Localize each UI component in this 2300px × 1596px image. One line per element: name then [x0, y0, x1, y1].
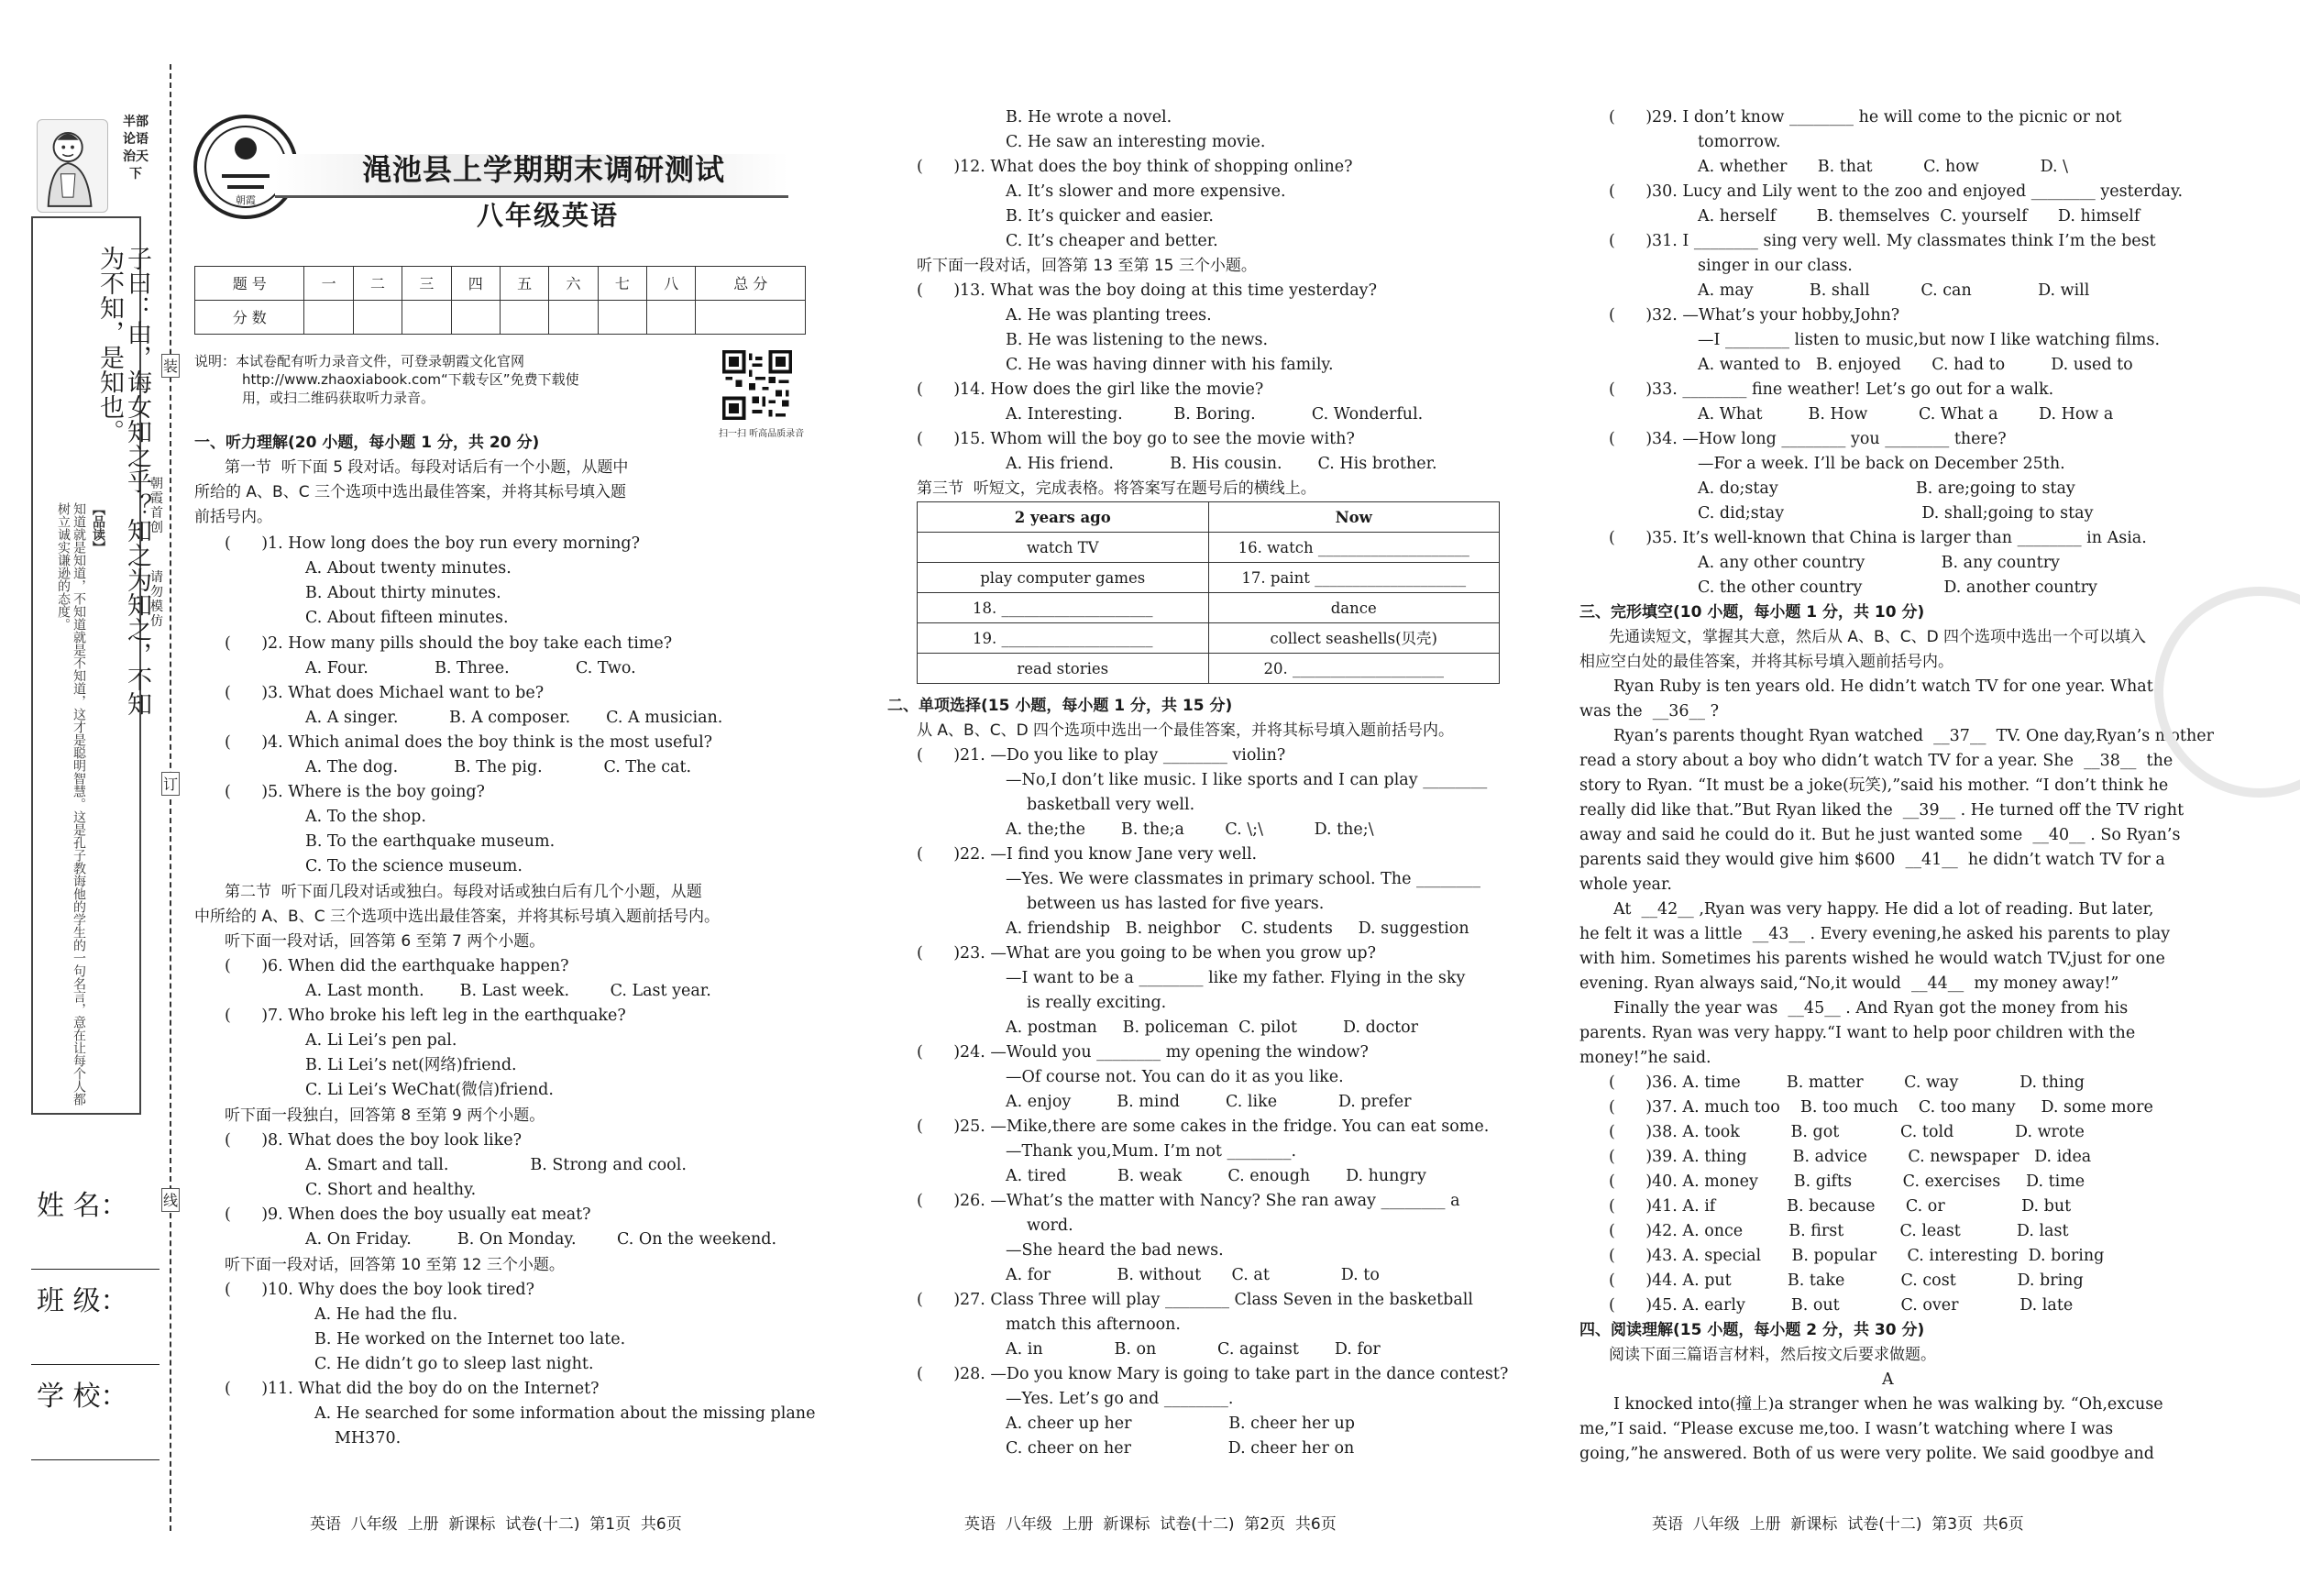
text-line: A. do;stay B. are;going to stay: [1698, 479, 2075, 498]
score-entry[interactable]: [353, 301, 402, 335]
text-line: ( )3. What does Michael want to be?: [225, 684, 545, 702]
score-cell: 七: [598, 267, 646, 301]
score-entry[interactable]: [598, 301, 646, 335]
text-line: away and said he could do it. But he just wanted some __40__ . So Ryan’s: [1579, 826, 2181, 844]
text-line: 所给的 A、B、C 三个选项中选出最佳答案，并将其标号填入题: [194, 483, 626, 501]
text-line: tomorrow.: [1698, 133, 1781, 151]
text-line: 第一节 听下面 5 段对话。每段对话后有一个小题，从题中: [225, 458, 629, 477]
note-line: http://www.zhaoxiabook.com“下载专区”免费下载使: [242, 371, 579, 388]
text-line: A. He searched for some information about the missing plane: [314, 1404, 816, 1423]
cut-char-1: 装: [161, 354, 180, 378]
score-entry[interactable]: [500, 301, 548, 335]
text-line: me,”I said. “Please excuse me,too. I wasn’t watching where I was: [1579, 1420, 2114, 1438]
text-line: 先通读短文，掌握其大意，然后从 A、B、C、D 四个选项中选出一个可以填入: [1609, 628, 2147, 646]
text-line: ( )1. How long does the boy run every morning?: [225, 534, 640, 553]
score-cell: 总 分: [696, 267, 806, 301]
text-line: A. Smart and tall. B. Strong and cool.: [305, 1156, 687, 1174]
table-head-cell: Now: [1208, 502, 1500, 533]
text-line: —I want to be a ________ like my father. Flying in the sky: [1006, 969, 1466, 987]
text-line: A. A singer. B. A composer. C. A musician.: [305, 709, 723, 727]
vertical-note-1: 朝霞首创: [150, 477, 163, 535]
text-line: ( )29. I don’t know ________ he will come to the picnic or not: [1609, 108, 2122, 127]
note-line: 用，或扫二维码获取听力录音。: [242, 390, 435, 406]
text-line: ( )31. I ________ sing very well. My classmates think I’m the best: [1609, 232, 2156, 250]
text-line: ( )28. —Do you know Mary is going to take part in the dance contest?: [917, 1365, 1509, 1383]
score-row-label: 分 数: [195, 301, 304, 335]
text-line: whole year.: [1579, 875, 1672, 894]
text-line: ( )26. —What’s the matter with Nancy? She ran away ________ a: [917, 1192, 1460, 1210]
text-line: singer in our class.: [1698, 257, 1853, 275]
page-1-footer: 英语 八年级 上册 新课标 试卷(十二) 第1页 共6页: [310, 1515, 682, 1534]
section-heading: 二、单项选择(15 小题，每小题 1 分，共 15 分): [887, 697, 1233, 715]
text-line: ( )15. Whom will the boy go to see the movie with?: [917, 430, 1355, 448]
text-line: 听下面一段对话，回答第 13 至第 15 三个小题。: [917, 257, 1257, 275]
text-line: At __42__ ,Ryan was very happy. He did a lot of reading. But later,: [1613, 900, 2154, 919]
score-entry[interactable]: [304, 301, 353, 335]
text-line: A. Interesting. B. Boring. C. Wonderful.: [1006, 405, 1424, 424]
text-line: 第三节 听短文，完成表格。将答案写在题号后的横线上。: [917, 479, 1316, 498]
text-line: A. The dog. B. The pig. C. The cat.: [305, 758, 692, 776]
text-line: ( )21. —Do you like to play ________ violin?: [917, 746, 1286, 765]
text-line: C. He didn’t go to sleep last night.: [314, 1355, 594, 1373]
text-line: A. On Friday. B. On Monday. C. On the weekend.: [305, 1230, 777, 1249]
table-cell[interactable]: 17. paint ____________________: [1208, 563, 1500, 593]
text-line: ( )42. A. once B. first C. least D. last: [1609, 1222, 2069, 1240]
section-heading: 三、完形填空(10 小题，每小题 1 分，共 10 分): [1579, 603, 1925, 622]
text-line: story to Ryan. “It must be a joke(玩笑),”said his mother. “I don’t think he: [1579, 776, 2169, 795]
binding-cut-line: [170, 64, 171, 1531]
text-line: —I ________ listen to music,but now I like watching films.: [1698, 331, 2161, 349]
text-line: 听下面一段对话，回答第 6 至第 7 两个小题。: [225, 932, 545, 951]
text-line: ( )30. Lucy and Lily went to the zoo and enjoyed ________ yesterday.: [1609, 182, 2184, 201]
text-line: 听下面一段独白，回答第 8 至第 9 两个小题。: [225, 1106, 545, 1125]
class-line[interactable]: [31, 1364, 160, 1365]
school-label: 学 校：: [37, 1381, 128, 1413]
text-line: 听下面一段对话，回答第 10 至第 12 三个小题。: [225, 1256, 565, 1274]
text-line: A: [1882, 1370, 1894, 1389]
text-line: C. It’s cheaper and better.: [1006, 232, 1218, 250]
score-table-row: [195, 301, 806, 335]
score-entry[interactable]: [402, 301, 451, 335]
text-line: —Of course not. You can do it as you like.: [1006, 1068, 1344, 1086]
text-line: C. He saw an interesting movie.: [1006, 133, 1266, 151]
confucius-portrait: [37, 119, 108, 213]
table-row: [918, 533, 1500, 563]
section-heading: 一、听力理解(20 小题，每小题 1 分，共 20 分): [194, 434, 540, 452]
text-line: Ryan Ruby is ten years old. He didn’t watch TV for one year. What: [1613, 677, 2153, 696]
text-line: match this afternoon.: [1006, 1315, 1181, 1334]
text-line: ( )5. Where is the boy going?: [225, 783, 485, 801]
table-cell[interactable]: 19. ____________________: [918, 623, 1209, 654]
text-line: ( )38. A. took B. got C. told D. wrote: [1609, 1123, 2085, 1141]
name-label: 姓 名：: [37, 1190, 128, 1222]
text-line: ( )12. What does the boy think of shopping online?: [917, 158, 1353, 176]
score-cell: 五: [500, 267, 548, 301]
watermark-stamp: [2154, 587, 2300, 798]
note-line: 说明：本试卷配有听力录音文件，可登录朝霞文化官网: [194, 353, 525, 369]
text-line: ( )23. —What are you going to be when you grow up?: [917, 944, 1377, 963]
text-line: ( )40. A. money B. gifts C. exercises D. time: [1609, 1172, 2085, 1191]
name-line[interactable]: [31, 1269, 160, 1270]
class-label: 班 级：: [37, 1285, 128, 1317]
text-line: A. He had the flu.: [314, 1305, 458, 1324]
text-line: money!”he said.: [1579, 1049, 1711, 1067]
text-line: ( )36. A. time B. matter C. way D. thing: [1609, 1073, 2085, 1092]
text-line: A. Li Lei’s pen pal.: [305, 1031, 457, 1050]
text-line: C. To the science museum.: [305, 857, 523, 875]
score-cell: 一: [304, 267, 353, 301]
text-line: A. Four. B. Three. C. Two.: [305, 659, 636, 677]
table-cell: play computer games: [918, 563, 1209, 593]
text-line: A. enjoy B. mind C. like D. prefer: [1006, 1093, 1412, 1111]
text-line: A. whether B. that C. how D. \: [1698, 158, 2069, 176]
text-line: A. the;the B. the;a C. \;\ D. the;\: [1006, 820, 1374, 839]
text-line: ( )7. Who broke his left leg in the earthquake?: [225, 1007, 626, 1025]
listening-table: [917, 501, 1500, 684]
text-line: ( )14. How does the girl like the movie?: [917, 380, 1264, 399]
instructions-note: [194, 352, 708, 407]
text-line: A. wanted to B. enjoyed C. had to D. used to: [1698, 356, 2133, 374]
text-line: evening. Ryan always said,“No,it would __44__ my money away!”: [1579, 974, 2119, 993]
text-line: read a story about a boy who didn’t watch TV for a year. She __38__ the: [1579, 752, 2173, 770]
text-line: A. About twenty minutes.: [305, 559, 512, 578]
text-line: A. postman B. policeman C. pilot D. doctor: [1006, 1018, 1419, 1037]
svg-text:朝霞: 朝霞: [236, 194, 256, 206]
text-line: A. friendship B. neighbor C. students D. suggestion: [1006, 919, 1469, 938]
score-cell: 四: [451, 267, 500, 301]
text-line: A. in B. on C. against D. for: [1006, 1340, 1381, 1359]
text-line: word.: [1027, 1216, 1073, 1235]
exam-subtitle: 八年级英语: [477, 200, 620, 231]
table-cell: watch TV: [918, 533, 1209, 563]
table-cell[interactable]: 16. watch ____________________: [1208, 533, 1500, 563]
text-line: A. may B. shall C. can D. will: [1698, 281, 2090, 300]
text-line: ( )43. A. special B. popular C. interesting D. boring: [1609, 1247, 2105, 1265]
text-line: ( )4. Which animal does the boy think is the most useful?: [225, 733, 713, 752]
table-row: [918, 563, 1500, 593]
text-line: C. About fifteen minutes.: [305, 609, 509, 627]
text-line: basketball very well.: [1027, 796, 1195, 814]
text-line: he felt it was a little __43__ . Every evening,he asked his parents to play: [1579, 925, 2171, 943]
text-line: A. any other country B. any country: [1698, 554, 2060, 572]
text-line: 前括号内。: [194, 508, 272, 526]
score-cell: 六: [549, 267, 598, 301]
text-line: Finally the year was __45__ . And Ryan got the money from his: [1613, 999, 2129, 1018]
text-line: A. He was planting trees.: [1006, 306, 1212, 325]
text-line: ( )33. ________ fine weather! Let’s go out for a walk.: [1609, 380, 2054, 399]
text-line: B. He wrote a novel.: [1006, 108, 1172, 127]
text-line: A. tired B. weak C. enough D. hungry: [1006, 1167, 1426, 1185]
table-cell: read stories: [918, 654, 1209, 684]
vertical-note-2: 请勿模仿: [150, 570, 163, 629]
text-line: ( )6. When did the earthquake happen?: [225, 957, 569, 975]
qr-code[interactable]: [722, 350, 792, 420]
text-line: ( )22. —I find you know Jane very well.: [917, 845, 1258, 864]
text-line: A. for B. without C. at D. to: [1006, 1266, 1380, 1284]
text-line: ( )2. How many pills should the boy take each time?: [225, 634, 673, 653]
table-cell: dance: [1208, 593, 1500, 623]
text-line: ( )35. It’s well-known that China is larger than ________ in Asia.: [1609, 529, 2147, 547]
text-line: —Yes. We were classmates in primary school. The ________: [1006, 870, 1480, 888]
text-line: A. cheer up her B. cheer her up: [1006, 1414, 1355, 1433]
text-line: B. Li Lei’s net(网络)friend.: [305, 1056, 517, 1074]
text-line: MH370.: [335, 1429, 402, 1447]
score-table-head: [195, 267, 806, 301]
text-line: parents. Ryan was very happy.“I want to help poor children with the: [1579, 1024, 2136, 1042]
text-line: B. To the earthquake museum.: [305, 832, 556, 851]
text-line: C. Li Lei’s WeChat(微信)friend.: [305, 1081, 554, 1099]
page-3-footer: 英语 八年级 上册 新课标 试卷(十二) 第3页 共6页: [1652, 1515, 2024, 1534]
text-line: ( )41. A. if B. because C. or D. but: [1609, 1197, 2072, 1216]
text-line: ( )9. When does the boy usually eat meat?: [225, 1205, 591, 1224]
score-cell: 二: [353, 267, 402, 301]
text-line: with him. Sometimes his parents wished he would watch TV,just for one: [1579, 950, 2165, 968]
text-line: ( )24. —Would you ________ my opening the window?: [917, 1043, 1369, 1062]
text-line: parents said they would give him $600 __41__ he didn’t watch TV for a: [1579, 851, 2165, 869]
text-line: really did like that.”But Ryan liked the __39__ . He turned off the TV right: [1579, 801, 2184, 820]
score-cell: 题 号: [195, 267, 304, 301]
text-line: B. It’s quicker and easier.: [1006, 207, 1214, 226]
text-line: Ryan’s parents thought Ryan watched __37__ TV. One day,Ryan’s mother: [1613, 727, 2214, 745]
table-cell[interactable]: 20. ____________________: [1208, 654, 1500, 684]
text-line: C. He was having dinner with his family.: [1006, 356, 1334, 374]
text-line: ( )8. What does the boy look like?: [225, 1131, 522, 1150]
text-line: ( )39. A. thing B. advice C. newspaper D. idea: [1609, 1148, 2092, 1166]
text-line: ( )13. What was the boy doing at this time yesterday?: [917, 281, 1377, 300]
text-line: C. did;stay D. shall;going to stay: [1698, 504, 2094, 523]
table-cell: collect seashells(贝壳): [1208, 623, 1500, 654]
score-entry[interactable]: [549, 301, 598, 335]
side-header-tag: 半部论语治天下: [123, 115, 149, 182]
cut-char-3: 线: [161, 1188, 180, 1212]
text-line: 阅读下面三篇语言材料，然后按文后要求做题。: [1609, 1346, 1936, 1364]
text-line: C. cheer on her D. cheer her on: [1006, 1439, 1355, 1458]
text-line: —No,I don’t like music. I like sports and I can play ________: [1006, 771, 1488, 789]
text-line: ( )32. —What’s your hobby,John?: [1609, 306, 1900, 325]
text-line: is really exciting.: [1027, 994, 1167, 1012]
text-line: ( )45. A. early B. out C. over D. late: [1609, 1296, 2074, 1315]
text-line: going,”he answered. Both of us were very polite. We said goodbye and: [1579, 1445, 2155, 1463]
text-line: A. Last month. B. Last week. C. Last year.: [305, 982, 711, 1000]
text-line: I knocked into(撞上)a stranger when he was walking by. “Oh,excuse: [1613, 1395, 2163, 1414]
text-line: ( )11. What did the boy do on the Internet?: [225, 1380, 600, 1398]
text-line: A. What B. How C. What a D. How a: [1698, 405, 2114, 424]
table-row: [918, 623, 1500, 654]
text-line: 中所给的 A、B、C 三个选项中选出最佳答案，并将其标号填入题前括号内。: [194, 908, 720, 926]
exam-title: 渑池县上学期期末调研测试: [362, 152, 726, 187]
quote-read-text: 知道就是知道，不知道就是不知道，这才是聪明智慧。这是孔子教诲他的学生的一句名言，意在让每个人都树立诚实谦逊的态度。: [56, 502, 86, 1106]
text-line: C. the other country D. another country: [1698, 578, 2097, 597]
text-line: B. He worked on the Internet too late.: [314, 1330, 626, 1348]
text-line: A. It’s slower and more expensive.: [1006, 182, 1286, 201]
score-table: [194, 266, 806, 335]
qr-caption: 扫一扫 听高品质录音: [719, 429, 805, 439]
score-entry[interactable]: [696, 301, 806, 335]
text-line: ( )10. Why does the boy look tired?: [225, 1281, 534, 1299]
score-entry[interactable]: [647, 301, 696, 335]
text-line: 第二节 听下面几段对话或独白。每段对话或独白后有几个小题，从题: [225, 883, 702, 901]
text-line: ( )27. Class Three will play ________ Class Seven in the basketball: [917, 1291, 1473, 1309]
text-line: A. herself B. themselves C. yourself D. himself: [1698, 207, 2140, 226]
text-line: C. Short and healthy.: [305, 1181, 477, 1199]
text-line: was the __36__ ?: [1579, 702, 1719, 721]
quote-read-label: 【品读】: [91, 502, 105, 554]
text-line: 从 A、B、C、D 四个选项中选出一个最佳答案，并将其标号填入题前括号内。: [917, 721, 1455, 740]
text-line: ( )44. A. put B. take C. cost D. bring: [1609, 1271, 2084, 1290]
quote-text: 子曰：由，诲女知之乎？知之为知之，不知为不知，是知也。: [95, 246, 151, 716]
text-line: —For a week. I’ll be back on December 25th.: [1698, 455, 2065, 473]
text-line: ( )25. —Mike,there are some cakes in the fridge. You can eat some.: [917, 1117, 1490, 1136]
text-line: —Yes. Let’s go and ________.: [1006, 1390, 1234, 1408]
school-line[interactable]: [31, 1459, 160, 1460]
text-line: B. He was listening to the news.: [1006, 331, 1269, 349]
section-heading: 四、阅读理解(15 小题，每小题 2 分，共 30 分): [1579, 1321, 1925, 1339]
cut-char-2: 订: [161, 772, 180, 796]
listening-table-head: [918, 502, 1500, 533]
score-cell: 三: [402, 267, 451, 301]
table-head-cell: 2 years ago: [918, 502, 1209, 533]
text-line: —She heard the bad news.: [1006, 1241, 1224, 1260]
text-line: A. His friend. B. His cousin. C. His brother.: [1006, 455, 1437, 473]
text-line: ( )34. —How long ________ you ________ there?: [1609, 430, 2007, 448]
score-entry[interactable]: [451, 301, 500, 335]
table-cell[interactable]: 18. ____________________: [918, 593, 1209, 623]
page-2-footer: 英语 八年级 上册 新课标 试卷(十二) 第2页 共6页: [964, 1515, 1337, 1534]
text-line: 相应空白处的最佳答案，并将其标号填入题前括号内。: [1579, 653, 1953, 671]
text-line: A. To the shop.: [305, 808, 426, 826]
text-line: ( )37. A. much too B. too much C. too many D. some more: [1609, 1098, 2153, 1117]
score-cell: 八: [647, 267, 696, 301]
text-line: between us has lasted for five years.: [1027, 895, 1325, 913]
table-row: [918, 593, 1500, 623]
text-line: B. About thirty minutes.: [305, 584, 501, 602]
text-line: —Thank you,Mum. I’m not ________.: [1006, 1142, 1297, 1161]
table-row: [918, 654, 1500, 684]
